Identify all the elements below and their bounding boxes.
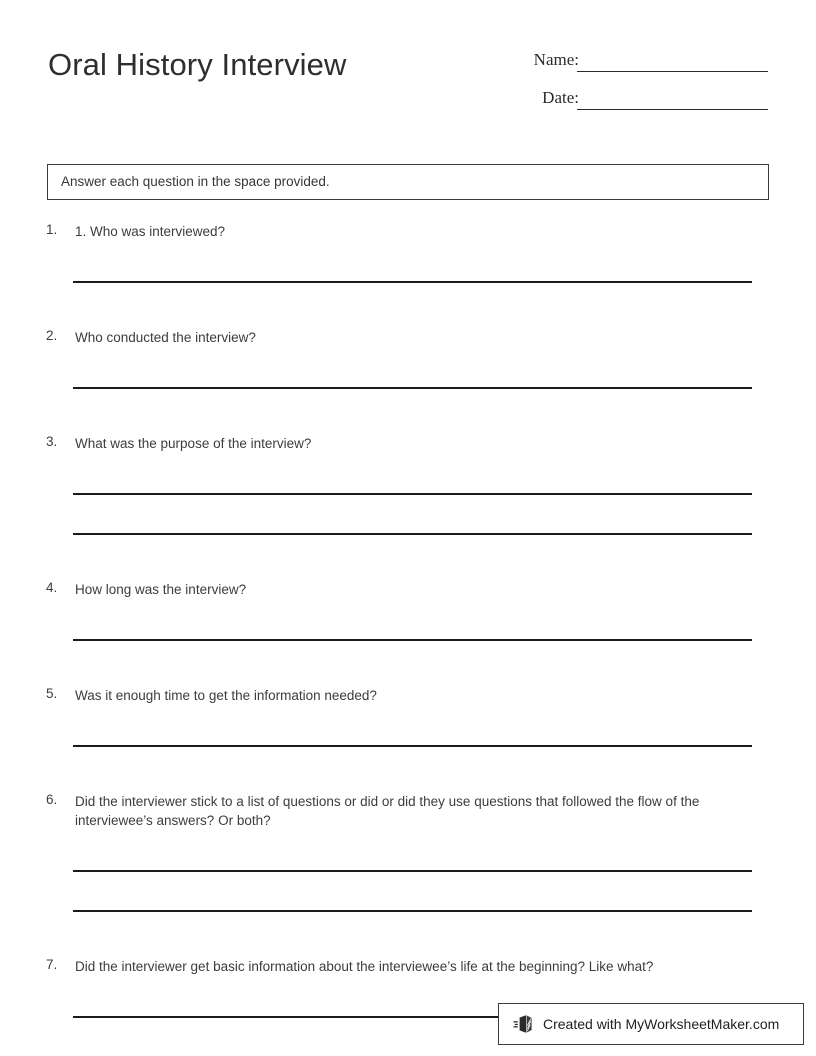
badge-label: Created with MyWorksheetMaker.com (543, 1016, 780, 1032)
question-head (0, 434, 816, 453)
question-number: 7. (46, 957, 58, 972)
date-field-row (500, 88, 780, 126)
answer-line[interactable] (73, 387, 752, 389)
questions-list (0, 222, 816, 1056)
worksheet-maker-logo-icon (513, 1013, 535, 1035)
question-item (0, 792, 816, 912)
badge-inner (513, 1004, 779, 1044)
answer-line[interactable] (73, 533, 752, 535)
worksheet-header (0, 0, 816, 140)
name-field-label: Name: (533, 50, 579, 69)
question-number: 3. (46, 434, 58, 449)
question-number: 5. (46, 686, 58, 701)
answer-line[interactable] (73, 910, 752, 912)
question-head (0, 957, 816, 976)
question-text: Did the interviewer stick to a list of questions or did or did they use questions that followed the flow of the interviewee’s answers? Or both? (75, 794, 700, 828)
answer-line[interactable] (73, 281, 752, 283)
page-title: Oral History Interview (48, 47, 347, 82)
question-text: Was it enough time to get the information needed? (75, 688, 377, 703)
question-item (0, 222, 816, 283)
question-item (0, 580, 816, 641)
question-text: 1. Who was interviewed? (75, 224, 226, 239)
answer-line[interactable] (73, 493, 752, 495)
question-text: Who conducted the interview? (75, 330, 256, 345)
answer-line[interactable] (73, 745, 752, 747)
instructions-text: Answer each question in the space provided. (61, 174, 330, 189)
question-head (0, 792, 816, 830)
answer-area[interactable] (0, 493, 816, 535)
question-item (0, 686, 816, 747)
question-head (0, 580, 816, 599)
answer-area[interactable] (0, 639, 816, 641)
answer-area[interactable] (0, 745, 816, 747)
answer-area[interactable] (0, 870, 816, 912)
question-head (0, 686, 816, 705)
question-text: What was the purpose of the interview? (75, 436, 312, 451)
question-head (0, 328, 816, 347)
question-number: 1. (46, 222, 58, 237)
question-number: 2. (46, 328, 58, 343)
question-text: Did the interviewer get basic information about the interviewee’s life at the beginning? Like what? (75, 959, 654, 974)
question-item (0, 434, 816, 535)
name-field-row (500, 50, 780, 88)
name-date-block (500, 50, 780, 126)
answer-line[interactable] (73, 870, 752, 872)
question-text: How long was the interview? (75, 582, 247, 597)
answer-line[interactable] (73, 639, 752, 641)
question-number: 6. (46, 792, 58, 807)
instructions-box (47, 164, 769, 200)
name-field-input[interactable] (577, 71, 768, 72)
date-field-input[interactable] (577, 109, 768, 110)
question-head (0, 222, 816, 241)
question-number: 4. (46, 580, 58, 595)
answer-area[interactable] (0, 387, 816, 389)
created-with-badge[interactable] (498, 1003, 804, 1045)
date-field-label: Date: (542, 88, 579, 107)
answer-area[interactable] (0, 281, 816, 283)
question-item (0, 328, 816, 389)
